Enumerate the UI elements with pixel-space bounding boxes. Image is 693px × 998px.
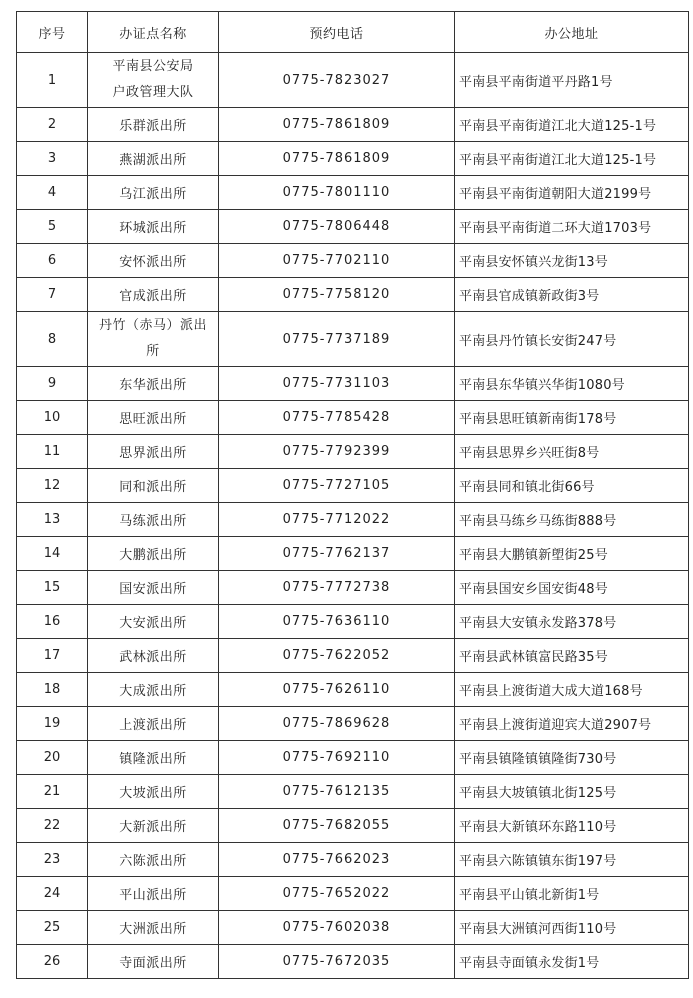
row-appointment-phone: 0775-7652022 [219, 877, 455, 911]
table-row [17, 673, 689, 707]
table-row [17, 503, 689, 537]
table-row [17, 244, 689, 278]
row-office-name: 平南县公安局 户政管理大队 [88, 53, 219, 108]
row-appointment-phone: 0775-7692110 [219, 741, 455, 775]
row-office-name: 乐群派出所 [88, 108, 219, 142]
row-office-address: 平南县平南街道平丹路1号 [455, 53, 689, 108]
row-appointment-phone: 0775-7662023 [219, 843, 455, 877]
row-serial-number: 2 [17, 108, 88, 142]
row-office-address: 平南县思旺镇新南街178号 [455, 401, 689, 435]
header-appointment-phone: 预约电话 [219, 12, 455, 53]
row-appointment-phone: 0775-7861809 [219, 142, 455, 176]
table-row [17, 605, 689, 639]
table-row [17, 843, 689, 877]
table-row [17, 312, 689, 367]
row-serial-number: 24 [17, 877, 88, 911]
row-office-address: 平南县大新镇环东路110号 [455, 809, 689, 843]
row-office-name: 大安派出所 [88, 605, 219, 639]
row-appointment-phone: 0775-7762137 [219, 537, 455, 571]
row-serial-number: 7 [17, 278, 88, 312]
table-row [17, 278, 689, 312]
row-office-address: 平南县武林镇富民路35号 [455, 639, 689, 673]
row-appointment-phone: 0775-7758120 [219, 278, 455, 312]
table-row [17, 108, 689, 142]
row-appointment-phone: 0775-7712022 [219, 503, 455, 537]
table-row [17, 707, 689, 741]
header-row [17, 12, 689, 53]
row-appointment-phone: 0775-7861809 [219, 108, 455, 142]
table-row [17, 401, 689, 435]
row-office-address: 平南县大鹏镇新塱街25号 [455, 537, 689, 571]
table-row [17, 176, 689, 210]
row-serial-number: 10 [17, 401, 88, 435]
row-appointment-phone: 0775-7737189 [219, 312, 455, 367]
row-serial-number: 9 [17, 367, 88, 401]
row-office-name: 武林派出所 [88, 639, 219, 673]
row-appointment-phone: 0775-7702110 [219, 244, 455, 278]
table-row [17, 809, 689, 843]
row-appointment-phone: 0775-7602038 [219, 911, 455, 945]
row-serial-number: 22 [17, 809, 88, 843]
row-office-name: 马练派出所 [88, 503, 219, 537]
row-office-name: 大坡派出所 [88, 775, 219, 809]
row-office-address: 平南县平山镇北新街1号 [455, 877, 689, 911]
appointment-office-table [16, 11, 689, 979]
row-office-name: 大洲派出所 [88, 911, 219, 945]
row-appointment-phone: 0775-7869628 [219, 707, 455, 741]
header-office-name: 办证点名称 [88, 12, 219, 53]
row-serial-number: 18 [17, 673, 88, 707]
row-office-name: 六陈派出所 [88, 843, 219, 877]
row-serial-number: 11 [17, 435, 88, 469]
row-office-name: 燕湖派出所 [88, 142, 219, 176]
row-office-name: 乌江派出所 [88, 176, 219, 210]
header-office-address: 办公地址 [455, 12, 689, 53]
row-office-name: 安怀派出所 [88, 244, 219, 278]
row-office-name: 东华派出所 [88, 367, 219, 401]
row-serial-number: 13 [17, 503, 88, 537]
row-serial-number: 16 [17, 605, 88, 639]
row-appointment-phone: 0775-7682055 [219, 809, 455, 843]
row-serial-number: 8 [17, 312, 88, 367]
row-appointment-phone: 0775-7672035 [219, 945, 455, 979]
table-row [17, 877, 689, 911]
row-office-address: 平南县马练乡马练街888号 [455, 503, 689, 537]
row-office-address: 平南县同和镇北街66号 [455, 469, 689, 503]
row-office-address: 平南县大洲镇河西街110号 [455, 911, 689, 945]
row-serial-number: 6 [17, 244, 88, 278]
row-office-address: 平南县上渡街道大成大道168号 [455, 673, 689, 707]
row-office-address: 平南县大坡镇镇北街125号 [455, 775, 689, 809]
row-serial-number: 21 [17, 775, 88, 809]
row-serial-number: 19 [17, 707, 88, 741]
row-serial-number: 12 [17, 469, 88, 503]
row-office-address: 平南县官成镇新政街3号 [455, 278, 689, 312]
row-appointment-phone: 0775-7731103 [219, 367, 455, 401]
row-serial-number: 1 [17, 53, 88, 108]
row-office-address: 平南县寺面镇永发街1号 [455, 945, 689, 979]
row-office-address: 平南县丹竹镇长安街247号 [455, 312, 689, 367]
table-row [17, 469, 689, 503]
row-office-address: 平南县思界乡兴旺街8号 [455, 435, 689, 469]
table-row [17, 911, 689, 945]
row-serial-number: 25 [17, 911, 88, 945]
row-serial-number: 26 [17, 945, 88, 979]
table-body [17, 53, 689, 979]
row-office-address: 平南县平南街道江北大道125-1号 [455, 142, 689, 176]
row-office-address: 平南县国安乡国安街48号 [455, 571, 689, 605]
row-appointment-phone: 0775-7772738 [219, 571, 455, 605]
row-office-name: 大成派出所 [88, 673, 219, 707]
table-header [17, 12, 689, 53]
row-serial-number: 20 [17, 741, 88, 775]
row-appointment-phone: 0775-7801110 [219, 176, 455, 210]
row-office-address: 平南县六陈镇镇东街197号 [455, 843, 689, 877]
row-office-address: 平南县大安镇永发路378号 [455, 605, 689, 639]
row-office-address: 平南县东华镇兴华街1080号 [455, 367, 689, 401]
row-appointment-phone: 0775-7636110 [219, 605, 455, 639]
row-office-name: 寺面派出所 [88, 945, 219, 979]
row-office-address: 平南县平南街道江北大道125-1号 [455, 108, 689, 142]
table-row [17, 639, 689, 673]
header-serial-number: 序号 [17, 12, 88, 53]
row-serial-number: 17 [17, 639, 88, 673]
row-serial-number: 14 [17, 537, 88, 571]
row-appointment-phone: 0775-7823027 [219, 53, 455, 108]
row-office-address: 平南县镇隆镇镇隆街730号 [455, 741, 689, 775]
row-appointment-phone: 0775-7612135 [219, 775, 455, 809]
row-serial-number: 4 [17, 176, 88, 210]
row-office-name: 环城派出所 [88, 210, 219, 244]
row-appointment-phone: 0775-7806448 [219, 210, 455, 244]
row-office-address: 平南县平南街道二环大道1703号 [455, 210, 689, 244]
table-row [17, 537, 689, 571]
table-row [17, 142, 689, 176]
row-office-name: 同和派出所 [88, 469, 219, 503]
row-serial-number: 3 [17, 142, 88, 176]
table-row [17, 775, 689, 809]
row-office-name: 国安派出所 [88, 571, 219, 605]
row-office-name: 镇隆派出所 [88, 741, 219, 775]
row-office-name: 官成派出所 [88, 278, 219, 312]
row-appointment-phone: 0775-7785428 [219, 401, 455, 435]
row-office-address: 平南县安怀镇兴龙街13号 [455, 244, 689, 278]
row-appointment-phone: 0775-7727105 [219, 469, 455, 503]
table-row [17, 210, 689, 244]
table-row [17, 435, 689, 469]
table-row [17, 571, 689, 605]
row-appointment-phone: 0775-7626110 [219, 673, 455, 707]
row-office-name: 思界派出所 [88, 435, 219, 469]
row-office-name: 大新派出所 [88, 809, 219, 843]
table-row [17, 367, 689, 401]
row-office-address: 平南县平南街道朝阳大道2199号 [455, 176, 689, 210]
row-appointment-phone: 0775-7792399 [219, 435, 455, 469]
row-serial-number: 5 [17, 210, 88, 244]
row-serial-number: 23 [17, 843, 88, 877]
row-serial-number: 15 [17, 571, 88, 605]
row-office-name: 丹竹（赤马）派出 所 [88, 312, 219, 367]
row-office-name: 上渡派出所 [88, 707, 219, 741]
table-row [17, 53, 689, 108]
table-row [17, 741, 689, 775]
row-office-address: 平南县上渡街道迎宾大道2907号 [455, 707, 689, 741]
row-office-name: 思旺派出所 [88, 401, 219, 435]
row-office-name: 平山派出所 [88, 877, 219, 911]
row-appointment-phone: 0775-7622052 [219, 639, 455, 673]
row-office-name: 大鹏派出所 [88, 537, 219, 571]
table-row [17, 945, 689, 979]
